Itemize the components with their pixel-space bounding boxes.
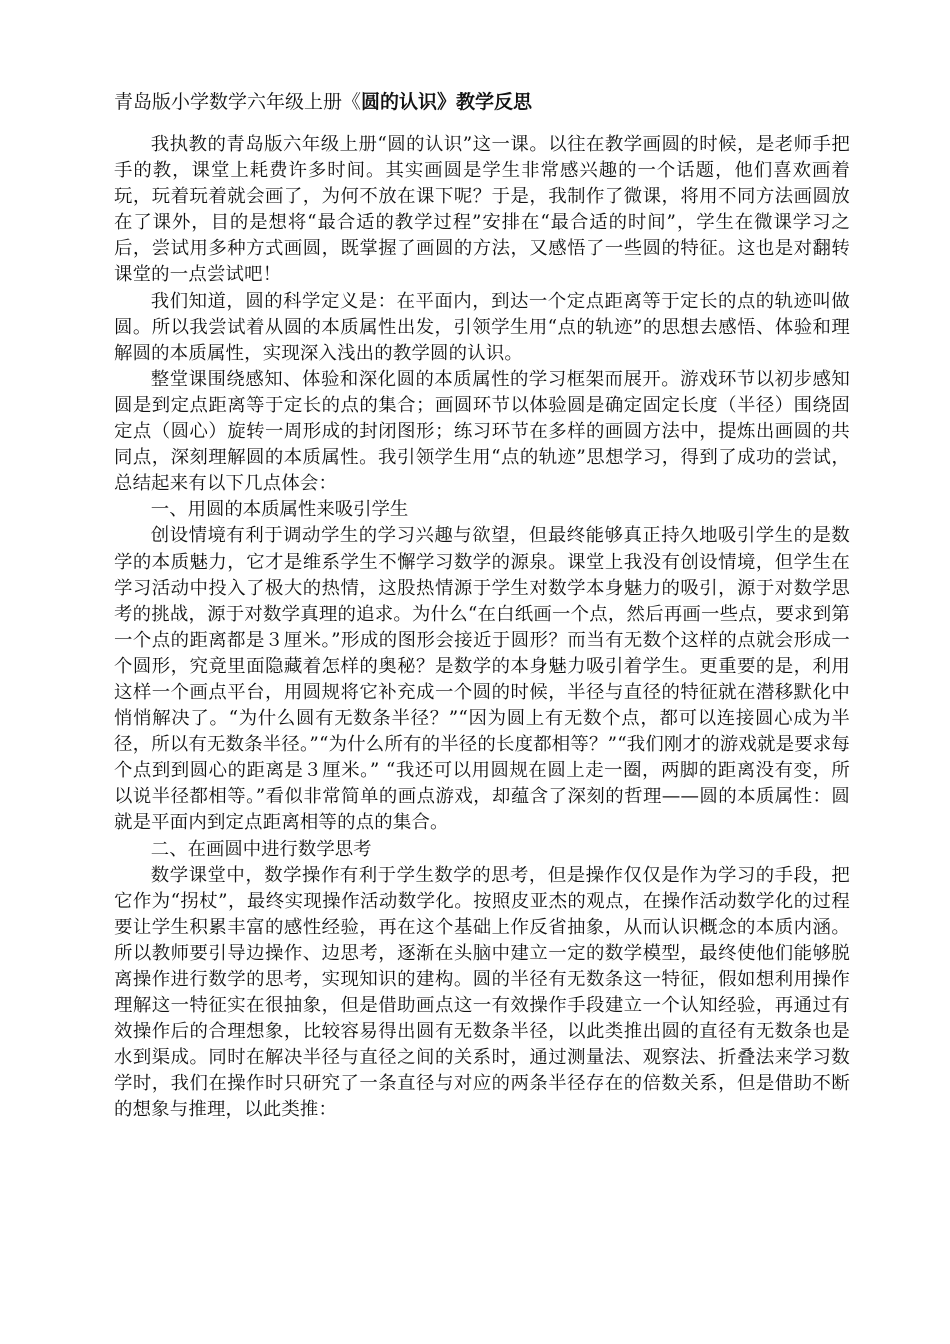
paragraph-2: 我们知道，圆的科学定义是：在平面内，到达一个定点距离等于定长的点的轨迹叫做圆。所以我尝试着从圆的本质属性出发，引领学生用“点的轨迹”的思想去感悟、体验和理解圆的本质属性，实现深入浅出的教学圆的认识。: [114, 290, 850, 364]
title-bold: 圆的认识》教学反思: [361, 91, 533, 113]
document-title: [114, 88, 850, 116]
section-heading-2: 二、在画圆中进行数学思考: [150, 838, 372, 860]
document-page: [114, 88, 850, 1124]
paragraph-3: 整堂课围绕感知、体验和深化圆的本质属性的学习框架而展开。游戏环节以初步感知圆是到定点距离等于定长的点的集合；画圆环节以体验圆是确定固定长度（半径）围绕固定点（圆心）旋转一周形成的封闭图形；练习环节在多样的画圆方法中，提炼出画圆的共同点，深刻理解圆的本质属性。我引领学生用“点的轨迹”思想学习，得到了成功的尝试，总结起来有以下几点体会：: [114, 368, 850, 495]
paragraph-4: 创设情境有利于调动学生的学习兴趣与欲望，但最终能够真正持久地吸引学生的是数学的本质魅力，它才是维系学生不懈学习数学的源泉。课堂上我没有创设情境，但学生在学习活动中投入了极大的热情，这股热情源于学生对数学本身魅力的吸引，源于对数学思考的挑战，源于对数学真理的追求。为什么“在白纸画一个点，然后再画一些点，要求到第一个点的距离都是３厘米。”形成的图形会接近于圆形？而当有无数个这样的点就会形成一个圆形，究竟里面隐藏着怎样的奥秘？是数学的本身魅力吸引着学生。更重要的是，利用这样一个画点平台，用圆规将它补充成一个圆的时候，半径与直径的特征就在潜移默化中悄悄解决了。“为什么圆有无数条半径？”“因为圆上有无数个点，都可以连接圆心成为半径，所以有无数条半径。”“为什么所有的半径的长度都相等？”“我们刚才的游戏就是要求每个点到到圆心的距离是３厘米。” “我还可以用圆规在圆上走一圈，两脚的距离没有变，所以说半径都相等。”看似非常简单的画点游戏，却蕴含了深刻的哲理——圆的本质属性：圆就是平面内到定点距离相等的点的集合。: [114, 525, 850, 834]
paragraph-1: 我执教的青岛版六年级上册“圆的认识”这一课。以往在教学画圆的时候，是老师手把手的教，课堂上耗费许多时间。其实画圆是学生非常感兴趣的一个话题，他们喜欢画着玩，玩着玩着就会画了，为何不放在课下呢？于是，我制作了微课，将用不同方法画圆放在了课外，目的是想将“最合适的教学过程”安排在“最合适的时间”，学生在微课学习之后，尝试用多种方式画圆，既掌握了画圆的方法，又感悟了一些圆的特征。这也是对翻转课堂的一点尝试吧！: [114, 134, 850, 286]
section-heading-1: 一、用圆的本质属性来吸引学生: [150, 499, 409, 521]
paragraph-5: 数学课堂中，数学操作有利于学生数学的思考，但是操作仅仅是作为学习的手段，把它作为“拐杖”，最终实现操作活动数学化。按照皮亚杰的观点，在操作活动数学化的过程要让学生积累丰富的感性经验，再在这个基础上作反省抽象，从而认识概念的本质内涵。所以教师要引导边操作、边思考，逐渐在头脑中建立一定的数学模型，最终使他们能够脱离操作进行数学的思考，实现知识的建构。圆的半径有无数条这一特征，假如想利用操作理解这一特征实在很抽象，但是借助画点这一有效操作手段建立一个认知经验，再通过有效操作后的合理想象，比较容易得出圆有无数条半径，以此类推出圆的直径有无数条也是水到渠成。同时在解决半径与直径之间的关系时，通过测量法、观察法、折叠法来学习数学时，我们在操作时只研究了一条直径与对应的两条半径存在的倍数关系，但是借助不断的想象与推理，以此类推：: [114, 864, 850, 1121]
title-prefix: 青岛版小学数学六年级上册《: [114, 91, 362, 113]
